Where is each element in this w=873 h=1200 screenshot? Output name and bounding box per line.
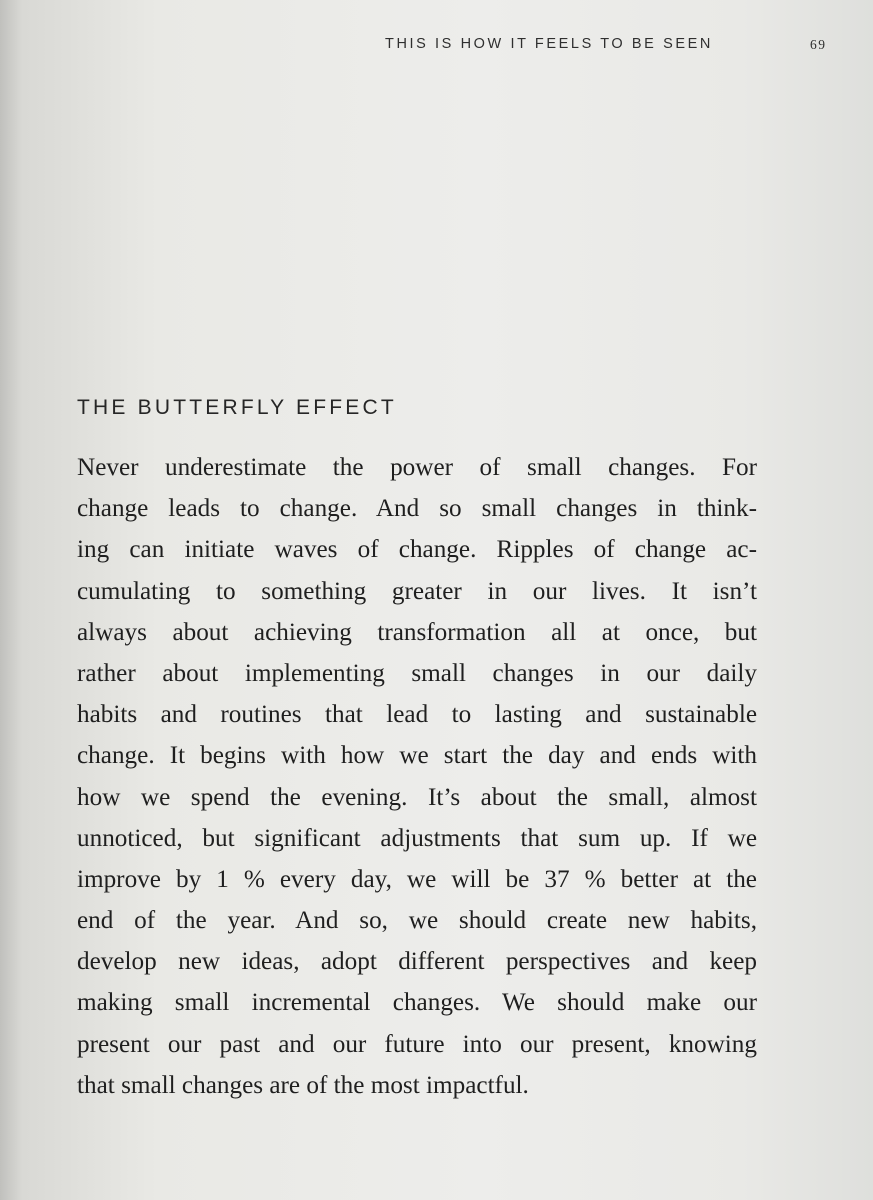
running-header-title: THIS IS HOW IT FEELS TO BE SEEN (385, 36, 713, 52)
spine-shadow (0, 0, 22, 1200)
paragraph-line: improve by 1 % every day, we will be 37 % better at the (77, 865, 757, 893)
page-number: 69 (810, 37, 827, 52)
paragraph-line: how we spend the evening. It’s about the small, almost (77, 783, 757, 811)
paragraph-line: that small changes are of the most impactful. (77, 1071, 529, 1099)
paragraph-line: Never underestimate the power of small changes. For (77, 454, 757, 481)
paragraph-line: rather about implementing small changes in our daily (77, 659, 757, 687)
paragraph-line: unnoticed, but significant adjustments that sum up. If we (77, 824, 757, 852)
paragraph-line: change. It begins with how we start the day and ends with (77, 742, 757, 770)
paragraph-line: always about achieving transformation all at once, but (77, 618, 757, 646)
paragraph-line: making small incremental changes. We should make our (77, 989, 757, 1017)
section-heading: THE BUTTERFLY EFFECT (77, 396, 397, 419)
body-paragraph (77, 447, 757, 1106)
paragraph-line: cumulating to something greater in our lives. It isn’t (77, 577, 757, 605)
paragraph-line: change leads to change. And so small changes in think- (77, 495, 757, 523)
paragraph-line: ing can initiate waves of change. Ripples of change ac- (77, 536, 757, 564)
paragraph-line: present our past and our future into our present, knowing (77, 1030, 757, 1058)
paragraph-line: end of the year. And so, we should create new habits, (77, 907, 757, 935)
paragraph-line: develop new ideas, adopt different perspectives and keep (77, 948, 757, 976)
paragraph-line: habits and routines that lead to lasting and sustainable (77, 701, 757, 729)
